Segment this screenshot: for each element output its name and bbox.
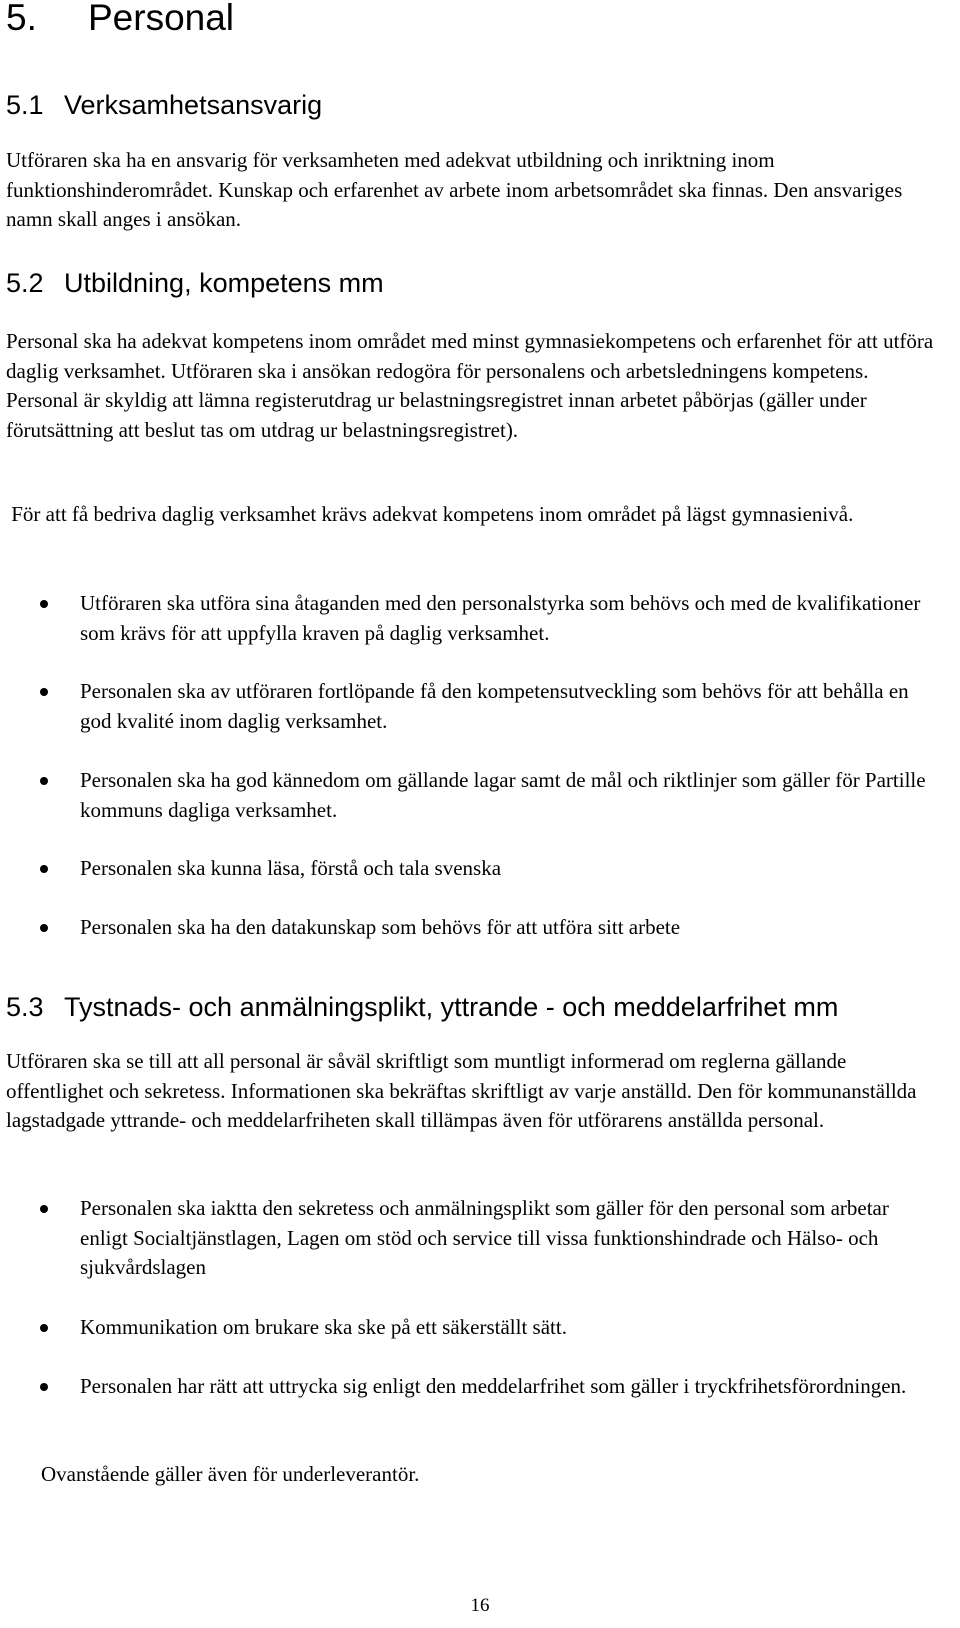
list-item-text: Personalen ska av utföraren fortlöpande få den kompetensutveckling som behövs för att behålla en god kvalité inom daglig verksamhet. [80,679,909,733]
section-title: Tystnads- och anmälningsplikt, yttrande - och meddelarfrihet mm [64,992,839,1022]
section-number: 5.2 [6,268,44,298]
chapter-number: 5. [6,0,37,38]
bullet-dot-icon [40,1324,48,1332]
bullet-dot-icon [40,1205,48,1213]
bullet-dot-icon [40,600,48,608]
list-item-text: Kommunikation om brukare ska ske på ett säkerställt sätt. [80,1315,567,1339]
bullet-dot-icon [40,865,48,873]
bullet-dot-icon [40,924,48,932]
section-heading-5-1 [6,88,322,122]
section-title: Utbildning, kompetens mm [64,268,384,298]
bullet-dot-icon [40,1383,48,1391]
chapter-heading [6,0,234,40]
list-item-text: Utföraren ska utföra sina åtaganden med den personalstyrka som behövs och med de kvalifikationer som krävs för att uppfylla kraven på daglig verksamhet. [80,591,921,645]
page-number: 16 [470,1595,490,1616]
section-number: 5.1 [6,90,44,120]
section-heading-5-3 [6,990,838,1024]
list-item-text: Personalen ska ha den datakunskap som behövs för att utföra sitt arbete [80,915,681,939]
list-item-text: Personalen ska ha god kännedom om gällande lagar samt de mål och riktlinjer som gäller för Partille kommuns dagliga verksamhet. [80,768,926,822]
section-heading-5-2 [6,266,384,300]
list-item-text: Personalen ska iaktta den sekretess och anmälningsplikt som gäller för den personal som arbetar enligt Socialtjänstlagen, Lagen om stöd och service till vissa funktionshindrade och Hälso- och sjukvårdslagen [80,1196,889,1280]
list-item-text: Personalen har rätt att uttrycka sig enligt den meddelarfrihet som gäller i tryckfrihetsförordningen. [80,1374,907,1398]
section-number: 5.3 [6,992,44,1022]
section-title: Verksamhetsansvarig [64,90,323,120]
list-item-text: Personalen ska kunna läsa, förstå och tala svenska [80,856,502,880]
bullet-dot-icon [40,777,48,785]
paragraph-gymnasieniva: För att få bedriva daglig verksamhet krävs adekvat kompetens inom området på lägst gymnasienivå. [6,502,854,526]
closing-note: Ovanstående gäller även för underleverantör. [41,1462,420,1486]
paragraph-sekretess: Utföraren ska se till att all personal är såväl skriftligt som muntligt informerad om reglerna gällande offentlighet och sekretess. Informationen ska bekräftas skriftligt av varje anställd. Den för kommunanställda lagstadgade yttrande- och meddelarfriheten skall tillämpas även för utförarens anställda personal. [6,1049,917,1133]
chapter-title: Personal [88,0,235,38]
bullet-dot-icon [40,688,48,696]
paragraph-kompetens: Personal ska ha adekvat kompetens inom området med minst gymnasiekompetens och erfarenhet för att utföra daglig verksamhet. Utföraren ska i ansökan redogöra för personalens och arbetsledningens kompetens. Personal är skyldig att lämna registerutdrag ur belastningsregistret innan arbetet påbörjas (gäller under förutsättning att beslut tas om utdrag ur belastningsregistret). [6,329,934,442]
paragraph-verksamhetsansvarig: Utföraren ska ha en ansvarig för verksamheten med adekvat utbildning och inriktning inom funktionshinderområdet. Kunskap och erfarenhet av arbete inom arbetsområdet ska finnas. Den ansvariges namn skall anges i ansökan. [6,148,903,232]
